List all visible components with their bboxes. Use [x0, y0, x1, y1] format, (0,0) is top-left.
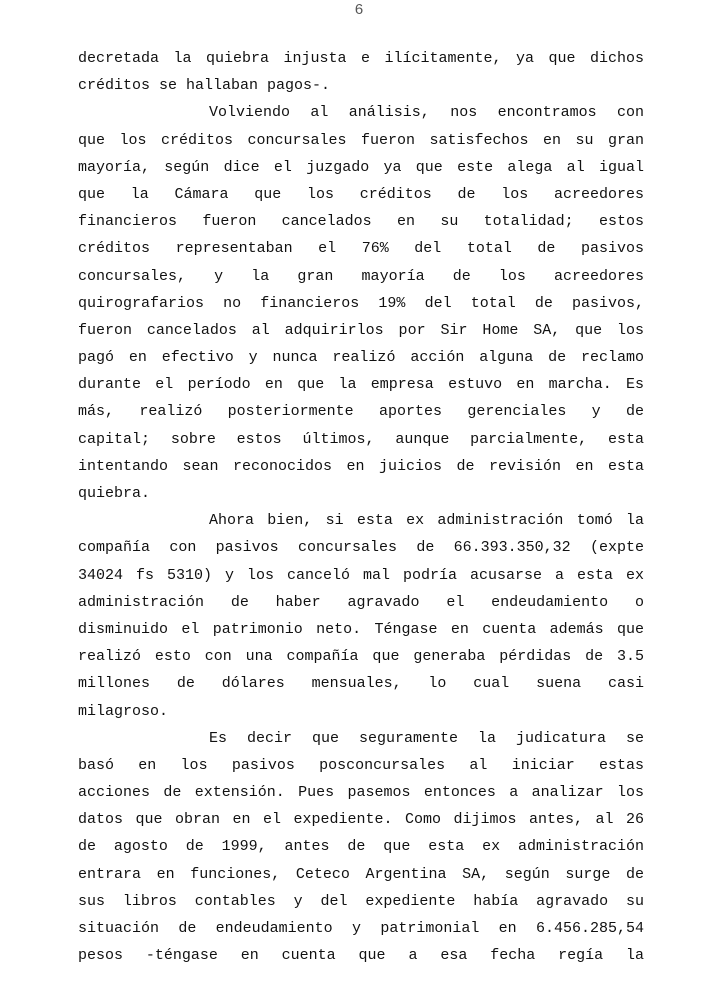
text-line: millones de dólares mensuales, lo cual suena casi [78, 675, 644, 693]
text-line: Es decir que seguramente la judicatura se [209, 729, 644, 747]
text-line: créditos representaban el 76% del total de pasivos [78, 240, 644, 258]
text-line: Ahora bien, si esta ex administración tomó la [209, 512, 644, 530]
text-line: mayoría, según dice el juzgado ya que este alega al igual [78, 158, 644, 176]
page-number: 6 [354, 2, 364, 19]
paragraph [78, 725, 644, 970]
text-line: créditos se hallaban pagos-. [78, 77, 331, 95]
text-line: durante el período en que la empresa estuvo en marcha. Es [78, 376, 644, 394]
text-line: acciones de extensión. Pues pasemos entonces a analizar los [78, 784, 644, 802]
text-line: que la Cámara que los créditos de los acreedores [78, 185, 644, 203]
text-line: decretada la quiebra injusta e ilícitamente, ya que dichos [78, 50, 644, 67]
text-line: quirografarios no financieros 19% del total de pasivos, [78, 294, 644, 312]
text-line: disminuido el patrimonio neto. Téngase en cuenta además que [78, 620, 644, 638]
text-line: realizó esto con una compañía que generaba pérdidas de 3.5 [78, 648, 644, 666]
text-line: sus libros contables y del expediente había agravado su [78, 892, 644, 910]
text-line: fueron cancelados al adquirirlos por Sir Home SA, que los [78, 321, 644, 339]
text-line: quiebra. [78, 485, 151, 502]
text-line: basó en los pasivos posconcursales al iniciar estas [78, 756, 644, 774]
text-line: de agosto de 1999, antes de que esta ex administración [78, 838, 644, 856]
text-line: capital; sobre estos últimos, aunque parcialmente, esta [78, 430, 644, 448]
paragraph [78, 45, 644, 99]
text-line: Volviendo al análisis, nos encontramos con [209, 104, 644, 122]
text-line: entrara en funciones, Ceteco Argentina SA, según surge de [78, 865, 644, 883]
document-body [78, 45, 644, 969]
text-line: compañía con pasivos concursales de 66.393.350,32 (expte [78, 539, 644, 557]
text-line: concursales, y la gran mayoría de los acreedores [78, 267, 644, 285]
text-line: financieros fueron cancelados en su totalidad; estos [78, 213, 644, 231]
text-line: milagroso. [78, 702, 169, 720]
text-line: administración de haber agravado el endeudamiento o [78, 593, 644, 611]
text-line: intentando sean reconocidos en juicios de revisión en esta [78, 457, 644, 475]
paragraph [78, 507, 644, 725]
text-line: datos que obran en el expediente. Como dijimos antes, al 26 [78, 811, 644, 829]
paragraph [78, 99, 644, 507]
text-line: situación de endeudamiento y patrimonial en 6.456.285,54 [78, 920, 644, 937]
text-line: pagó en efectivo y nunca realizó acción alguna de reclamo [78, 349, 644, 367]
text-line: pesos -téngase en cuenta que a esa fecha regía la [78, 947, 644, 965]
text-line: 34024 fs 5310) y los canceló mal podría acusarse a esta ex [78, 566, 644, 584]
text-line: más, realizó posteriormente aportes gerenciales y de [78, 403, 644, 421]
text-line: que los créditos concursales fueron satisfechos en su gran [78, 131, 644, 149]
